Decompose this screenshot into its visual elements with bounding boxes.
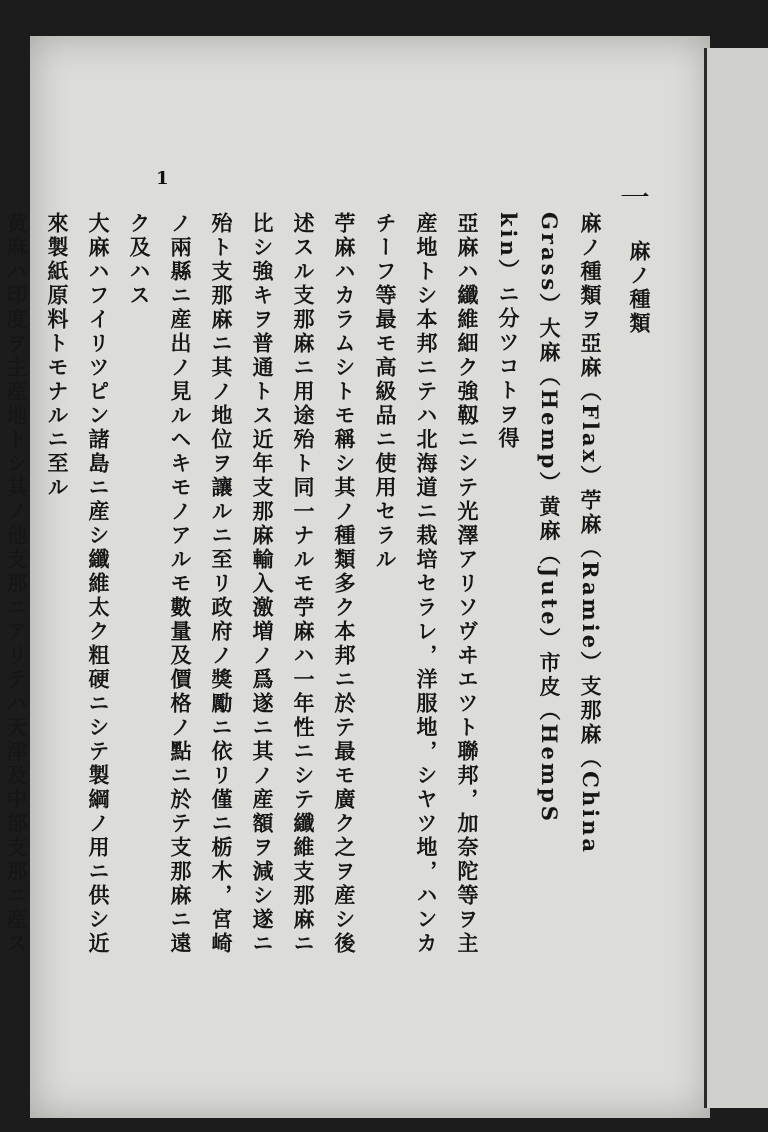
text-column: 述スル支那麻ニ用途殆ト同一ナルモ苧麻ハ一年性ニシテ纖維支那麻ニ <box>291 212 316 956</box>
text-column: kin）ニ分ツコトヲ得 <box>496 212 521 451</box>
section-number: 一 <box>620 181 650 216</box>
text-column: 殆ト支那麻ニ其ノ地位ヲ讓ルニ至リ政府ノ獎勵ニ依リ僅ニ栃木，宮崎 <box>209 212 234 956</box>
text-column: 亞麻ハ纖維細ク強靱ニシテ光澤アリソヴヰエツト聯邦，加奈陀等ヲ主 <box>455 212 480 956</box>
adjacent-page-edge <box>704 48 768 1108</box>
text-column: ノ兩縣ニ産出ノ見ルヘキモノアルモ數量及價格ノ點ニ於テ支那麻ニ遠 <box>168 212 193 956</box>
text-column: 比シ強キヲ普通トス近年支那麻輸入激増ノ爲遂ニ其ノ産額ヲ減シ遂ニ <box>250 212 275 956</box>
text-column: ク及ハス <box>127 212 152 308</box>
text-column: 麻ノ種類ヲ亞麻（Flax）苧麻（Ramie）支那麻（China <box>578 212 603 855</box>
vertical-text-body <box>4 212 660 1072</box>
section-heading: 麻ノ種類 <box>627 240 652 336</box>
text-column: 來製紙原料トモナルニ至ル <box>45 212 70 500</box>
page-fold-line <box>704 48 707 1108</box>
text-column: Grass）大麻（Hemp）黄麻（Jute）市皮（HempS <box>537 212 562 824</box>
text-column: 産地トシ本邦ニテハ北海道ニ栽培セラレ，洋服地，シヤツ地，ハンカ <box>414 212 439 956</box>
text-column: 苧麻ハカラムシトモ稱シ其ノ種類多ク本邦ニ於テ最モ廣ク之ヲ産シ後 <box>332 212 357 956</box>
text-column: 黄麻ハ印度ヲ主産地トシ其ノ他支那ニアリテハ天津及中部支那ニ産ス <box>4 212 29 956</box>
page-number: 1 <box>156 168 169 189</box>
text-column: チーフ等最モ高級品ニ使用セラル <box>373 212 398 572</box>
text-column: 大麻ハフイリツピン諸島ニ産シ纖維太ク粗硬ニシテ製綱ノ用ニ供シ近 <box>86 212 111 956</box>
